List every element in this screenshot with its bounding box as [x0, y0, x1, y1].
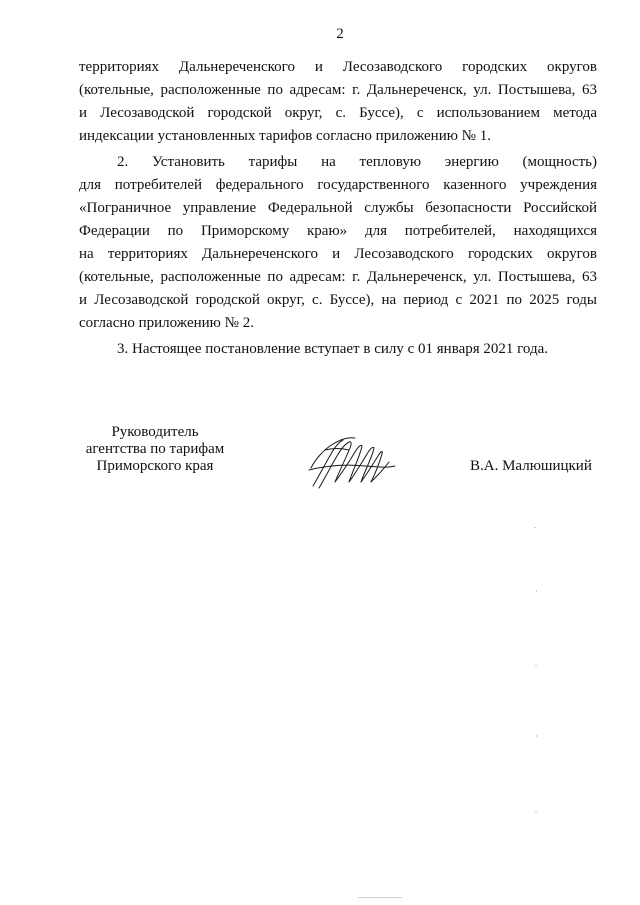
paragraph-2: [79, 151, 597, 335]
paragraph-line: индексации установленных тарифов согласно приложению № 1.: [79, 128, 491, 144]
signatory-position-line: Приморского края: [96, 458, 214, 474]
scan-artifact-dot: [535, 665, 537, 666]
handwritten-signature: [305, 426, 400, 496]
paragraph-line: (котельные, расположенные по адресам: г. Дальнереченск, ул. Постышева, 63: [79, 269, 597, 285]
signer-name: В.А. Малюшицкий: [470, 458, 592, 474]
scan-artifact-dot: [534, 527, 536, 528]
paragraph-line: согласно приложению № 2.: [79, 315, 254, 331]
paragraph-line: 3. Настоящее постановление вступает в силу с 01 января 2021 года.: [117, 341, 549, 357]
paragraph-line: для потребителей федерального государственного казенного учреждения: [79, 177, 597, 193]
paragraph-line: и Лесозаводской городской округ, с. Буссе), на период с 2021 по 2025 годы: [79, 292, 597, 308]
scan-artifact-dot: [536, 735, 537, 737]
document-body: [79, 56, 597, 361]
paragraph-line: 2. Установить тарифы на тепловую энергию (мощность): [117, 154, 597, 170]
signatory-position-line: агентства по тарифам: [85, 441, 225, 457]
scan-artifact-dot: [536, 590, 537, 592]
paragraph-line: и Лесозаводской городской округ, с. Буссе), с использованием метода: [79, 105, 597, 121]
paragraph-line: Федерации по Приморскому краю» для потребителей, находящихся: [79, 223, 597, 239]
paragraph-line: (котельные, расположенные по адресам: г. Дальнереченск, ул. Постышева, 63: [79, 82, 597, 98]
paragraph-1: [79, 56, 597, 148]
signatory-position: [75, 424, 235, 475]
page-number: 2: [336, 26, 344, 42]
paragraph-line: территориях Дальнереченского и Лесозаводского городских округов: [79, 59, 597, 75]
paragraph-line: «Пограничное управление Федеральной службы безопасности Российской: [79, 200, 597, 216]
paragraph-line: на территориях Дальнереченского и Лесозаводского городских округов: [79, 246, 597, 262]
scan-artifact-line: [358, 897, 402, 898]
scan-artifact-dot: [535, 812, 537, 813]
paragraph-3: [79, 338, 597, 361]
signatory-position-line: Руководитель: [111, 424, 199, 440]
